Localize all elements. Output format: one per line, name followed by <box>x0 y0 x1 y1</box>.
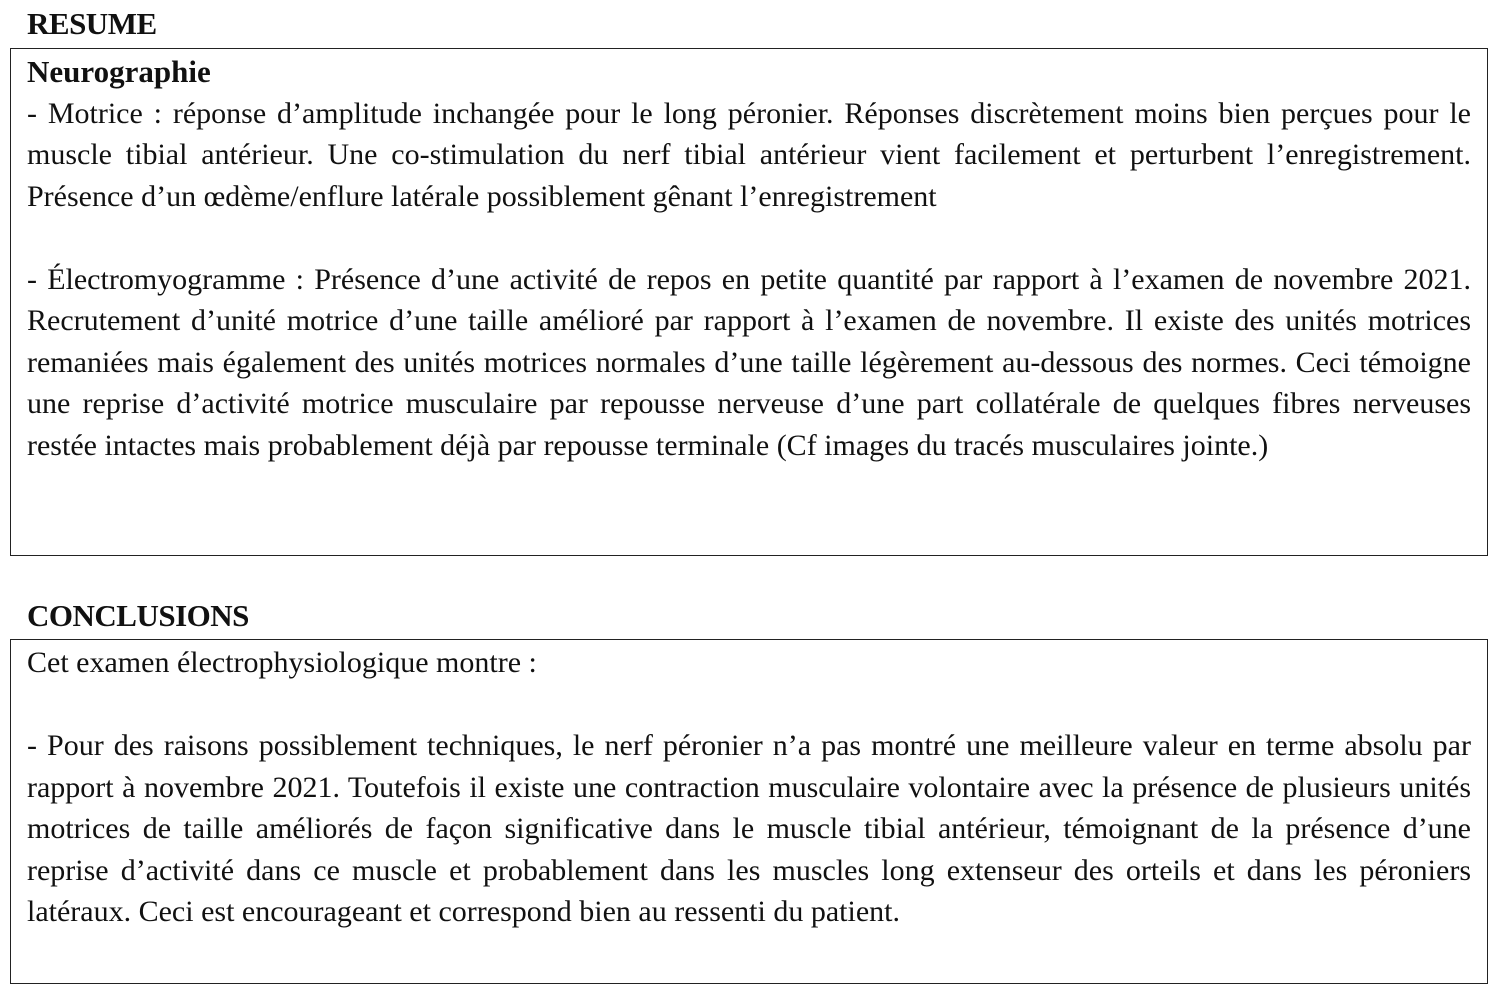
paragraph-spacer <box>27 684 1471 726</box>
electromyogramme-paragraph: - Électromyogramme : Présence d’une activité de repos en petite quantité par rapport à l’examen de novembre 2021. Recrutement d’unité motrice d’une taille amélioré par rapport à l’examen de novembre. Il existe des unités motrices remaniées mais également des unités motrices normales d’une taille légèrement au-dessous des normes. Ceci témoigne une reprise d’activité motrice musculaire par repousse nerveuse d’une part collatérale de quelques fibres nerveuses restée intactes mais probablement déjà par repousse terminale (Cf images du tracés musculaires jointe.) <box>27 262 1471 462</box>
resume-box <box>10 48 1488 556</box>
neurographie-subheading: Neurographie <box>27 54 211 89</box>
conclusions-box <box>10 639 1488 984</box>
conclusions-heading: CONCLUSIONS <box>27 598 249 633</box>
motrice-paragraph: - Motrice : réponse d’amplitude inchangée pour le long péronier. Réponses discrètement moins bien perçues pour le muscle tibial antérieur. Une co-stimulation du nerf tibial antérieur vient facilement et perturbent l’enregistrement. Présence d’un œdème/enflure latérale possiblement gênant l’enregistrement <box>27 96 1471 213</box>
conclusions-paragraph: - Pour des raisons possiblement techniques, le nerf péronier n’a pas montré une meilleure valeur en terme absolu par rapport à novembre 2021. Toutefois il existe une contraction musculaire volontaire avec la présence de plusieurs unités motrices de taille améliorés de façon significative dans le muscle tibial antérieur, témoignant de la présence d’une reprise d’activité dans ce muscle et probablement dans les muscles long extenseur des orteils et dans les péroniers latéraux. Ceci est encourageant et correspond bien au ressenti du patient. <box>27 729 1471 928</box>
conclusions-intro: Cet examen électrophysiologique montre : <box>27 646 537 679</box>
paragraph-spacer <box>27 217 1471 259</box>
resume-heading: RESUME <box>27 6 157 41</box>
